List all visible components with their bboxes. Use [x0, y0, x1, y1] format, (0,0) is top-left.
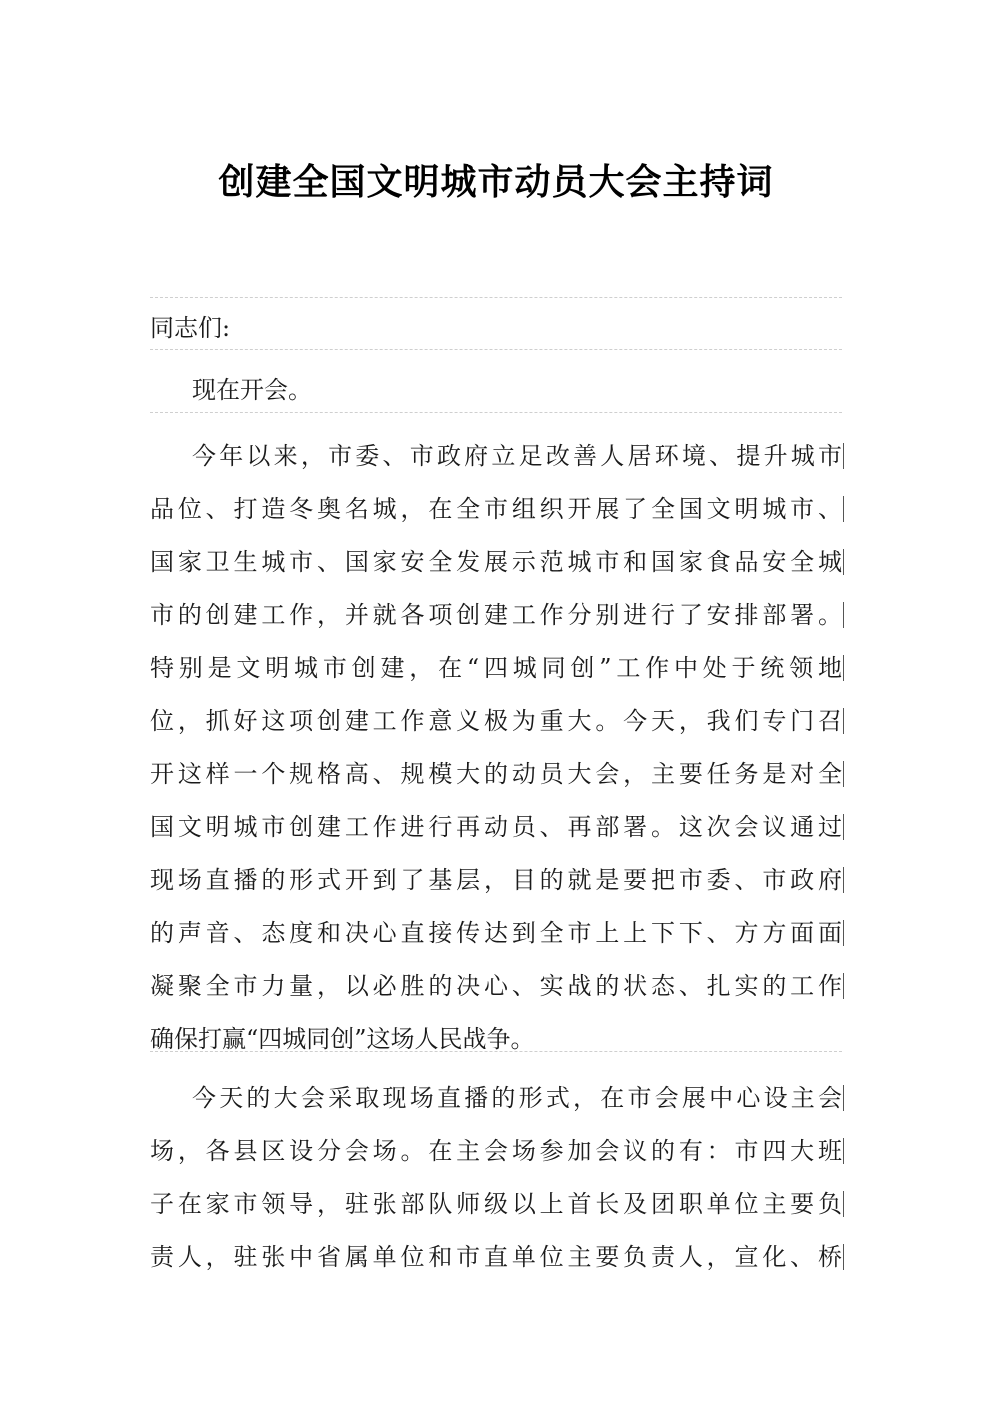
paragraph-2-line: 今年以来，市委、市政府立足改善人居环境、提升城市	[192, 442, 842, 470]
paragraph-3-line: 场，各县区设分会场。在主会场参加会议的有：市四大班	[150, 1137, 842, 1165]
line-end-mark	[843, 814, 844, 840]
paragraph-2-line: 国家卫生城市、国家安全发展示范城市和国家食品安全城	[150, 548, 842, 576]
line-end-mark	[843, 708, 844, 734]
paragraph-2-line: 确保打赢“四城同创”这场人民战争。	[150, 1025, 535, 1053]
paragraph-2-line: 的声音、态度和决心直接传达到全市上上下下、方方面面	[150, 919, 842, 947]
divider	[150, 412, 842, 413]
paragraph-2-line: 特别是文明城市创建，在“四城同创”工作中处于统领地	[150, 654, 842, 682]
line-end-mark	[843, 1191, 844, 1217]
line-end-mark	[843, 761, 844, 787]
paragraph-3-line: 子在家市领导，驻张部队师级以上首长及团职单位主要负	[150, 1190, 842, 1218]
line-end-mark	[843, 602, 844, 628]
line-end-mark	[843, 1085, 844, 1111]
paragraph-2-line: 凝聚全市力量，以必胜的决心、实战的状态、扎实的工作	[150, 972, 842, 1000]
paragraph-3-line: 责人，驻张中省属单位和市直单位主要负责人，宣化、桥	[150, 1243, 842, 1271]
paragraph-2-line: 开这样一个规格高、规模大的动员大会，主要任务是对全	[150, 760, 842, 788]
line-end-mark	[843, 1244, 844, 1270]
divider	[150, 349, 842, 350]
line-end-mark	[843, 549, 844, 575]
line-end-mark	[843, 496, 844, 522]
paragraph-2-line: 位，抓好这项创建工作意义极为重大。今天，我们专门召	[150, 707, 842, 735]
paragraph-2-line: 品位、打造冬奥名城，在全市组织开展了全国文明城市、	[150, 495, 842, 523]
line-end-mark	[843, 867, 844, 893]
line-end-mark	[843, 655, 844, 681]
divider	[150, 1051, 842, 1052]
salutation: 同志们:	[150, 314, 231, 342]
paragraph-1-line: 现在开会。	[192, 376, 312, 404]
document-title: 创建全国文明城市动员大会主持词	[218, 161, 774, 203]
line-end-mark	[843, 443, 844, 469]
paragraph-2-line: 国文明城市创建工作进行再动员、再部署。这次会议通过	[150, 813, 842, 841]
line-end-mark	[843, 1138, 844, 1164]
paragraph-3-line: 今天的大会采取现场直播的形式，在市会展中心设主会	[192, 1084, 842, 1112]
paragraph-2-line: 市的创建工作，并就各项创建工作分别进行了安排部署。	[150, 601, 842, 629]
line-end-mark	[843, 920, 844, 946]
divider	[150, 297, 842, 298]
paragraph-2-line: 现场直播的形式开到了基层，目的就是要把市委、市政府	[150, 866, 842, 894]
line-end-mark	[843, 973, 844, 999]
